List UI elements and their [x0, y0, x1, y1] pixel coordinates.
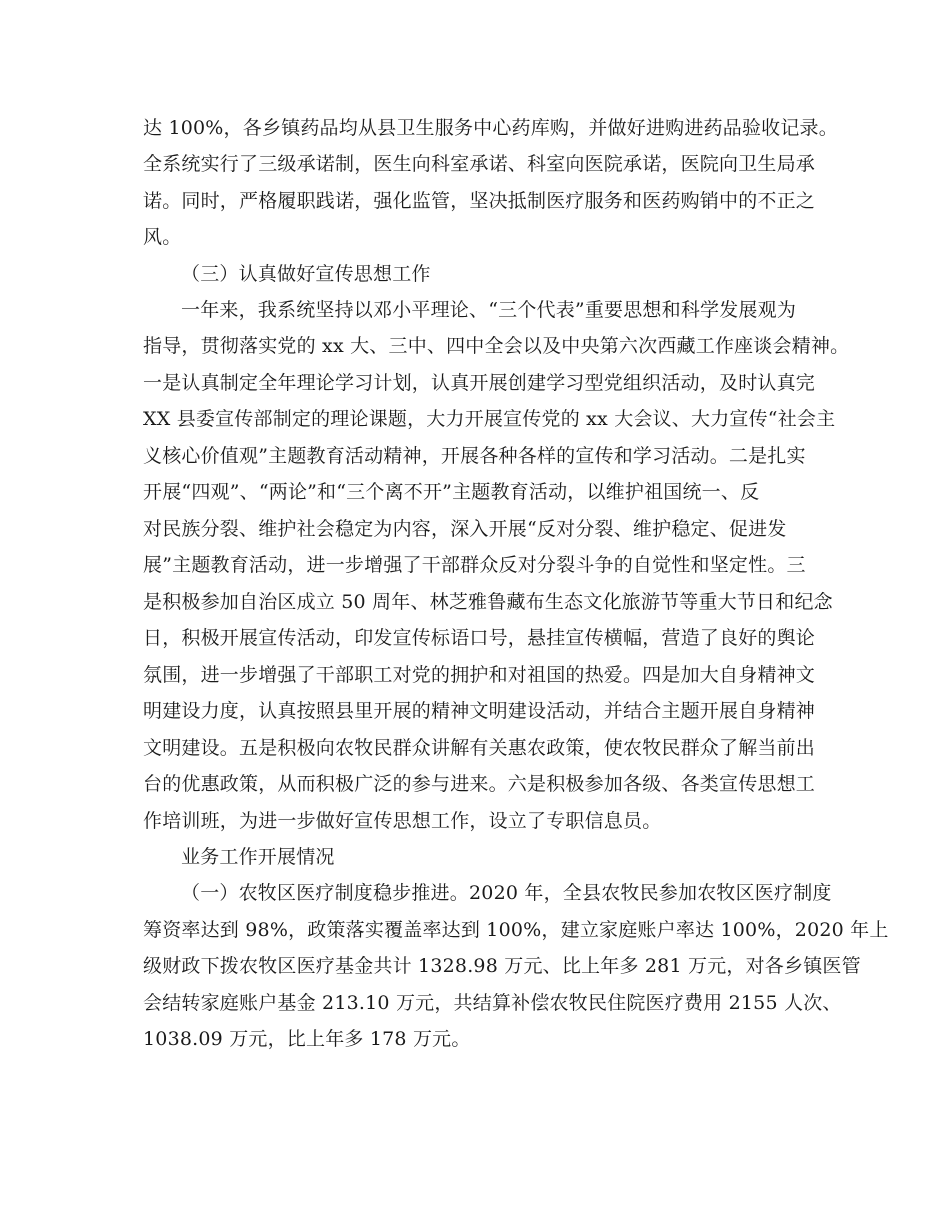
text-line: 作培训班，为进一步做好宣传思想工作，设立了专职信息员。	[143, 810, 662, 832]
text-line: 日，积极开展宣传活动，印发宣传标语口号，悬挂宣传横幅，营造了良好的舆论	[143, 627, 816, 649]
text-line: 开展“四观”、“两论”和“三个离不开”主题教育活动，以维护祖国统一、反	[143, 481, 760, 503]
text-line: XX 县委宣传部制定的理论课题，大力开展宣传党的 xx 大会议、大力宣传“社会主	[143, 408, 836, 430]
text-line: 全系统实行了三级承诺制，医生向科室承诺、科室向医院承诺，医院向卫生局承	[143, 153, 816, 175]
text-line: 对民族分裂、维护社会稳定为内容，深入开展“反对分裂、维护稳定、促进发	[143, 518, 787, 540]
text-line: 明建设力度，认真按照县里开展的精神文明建设活动，并结合主题开展自身精神	[143, 700, 816, 722]
text-line: （一）农牧区医疗制度稳步推进。2020 年，全县农牧民参加农牧区医疗制度	[181, 882, 832, 904]
text-line: 一是认真制定全年理论学习计划，认真开展创建学习型党组织活动，及时认真完	[143, 372, 816, 394]
text-line: 指导，贯彻落实党的 xx 大、三中、四中全会以及中央第六次西藏工作座谈会精神。	[143, 335, 850, 357]
text-line: 筹资率达到 98%，政策落实覆盖率达到 100%，建立家庭账户率达 100%，2020 年上	[143, 919, 889, 941]
text-line: 义核心价值观”主题教育活动精神，开展各种各样的宣传和学习活动。二是扎实	[143, 445, 806, 467]
text-line: 展”主题教育活动，进一步增强了干部群众反对分裂斗争的自觉性和坚定性。三	[143, 554, 806, 576]
text-line: 是积极参加自治区成立 50 周年、林芝雅鲁藏布生态文化旅游节等重大节日和纪念	[143, 591, 833, 613]
text-line: 达 100%，各乡镇药品均从县卫生服务中心药库购，并做好进购进药品验收记录。	[143, 117, 838, 139]
text-line: 文明建设。五是积极向农牧民群众讲解有关惠农政策，使农牧民群众了解当前出	[143, 737, 816, 759]
text-line: 1038.09 万元，比上年多 178 万元。	[143, 1028, 471, 1050]
text-line: 级财政下拨农牧区医疗基金共计 1328.98 万元、比上年多 281 万元，对各乡镇医管	[143, 955, 861, 977]
text-line: 风。	[143, 226, 182, 248]
text-line: 诺。同时，严格履职践诺，强化监管，坚决抵制医疗服务和医药购销中的不正之	[143, 190, 816, 212]
section-heading: （三）认真做好宣传思想工作	[181, 263, 431, 285]
text-line: 氛围，进一步增强了干部职工对党的拥护和对祖国的热爱。四是加大自身精神文	[143, 664, 816, 686]
section-heading: 业务工作开展情况	[181, 846, 335, 868]
text-line: 台的优惠政策，从而积极广泛的参与进来。六是积极参加各级、各类宣传思想工	[143, 773, 816, 795]
text-line: 会结转家庭账户基金 213.10 万元，共结算补偿农牧民住院医疗费用 2155 人次、	[143, 992, 842, 1014]
text-line: 一年来，我系统坚持以邓小平理论、“三个代表”重要思想和科学发展观为	[181, 299, 797, 321]
